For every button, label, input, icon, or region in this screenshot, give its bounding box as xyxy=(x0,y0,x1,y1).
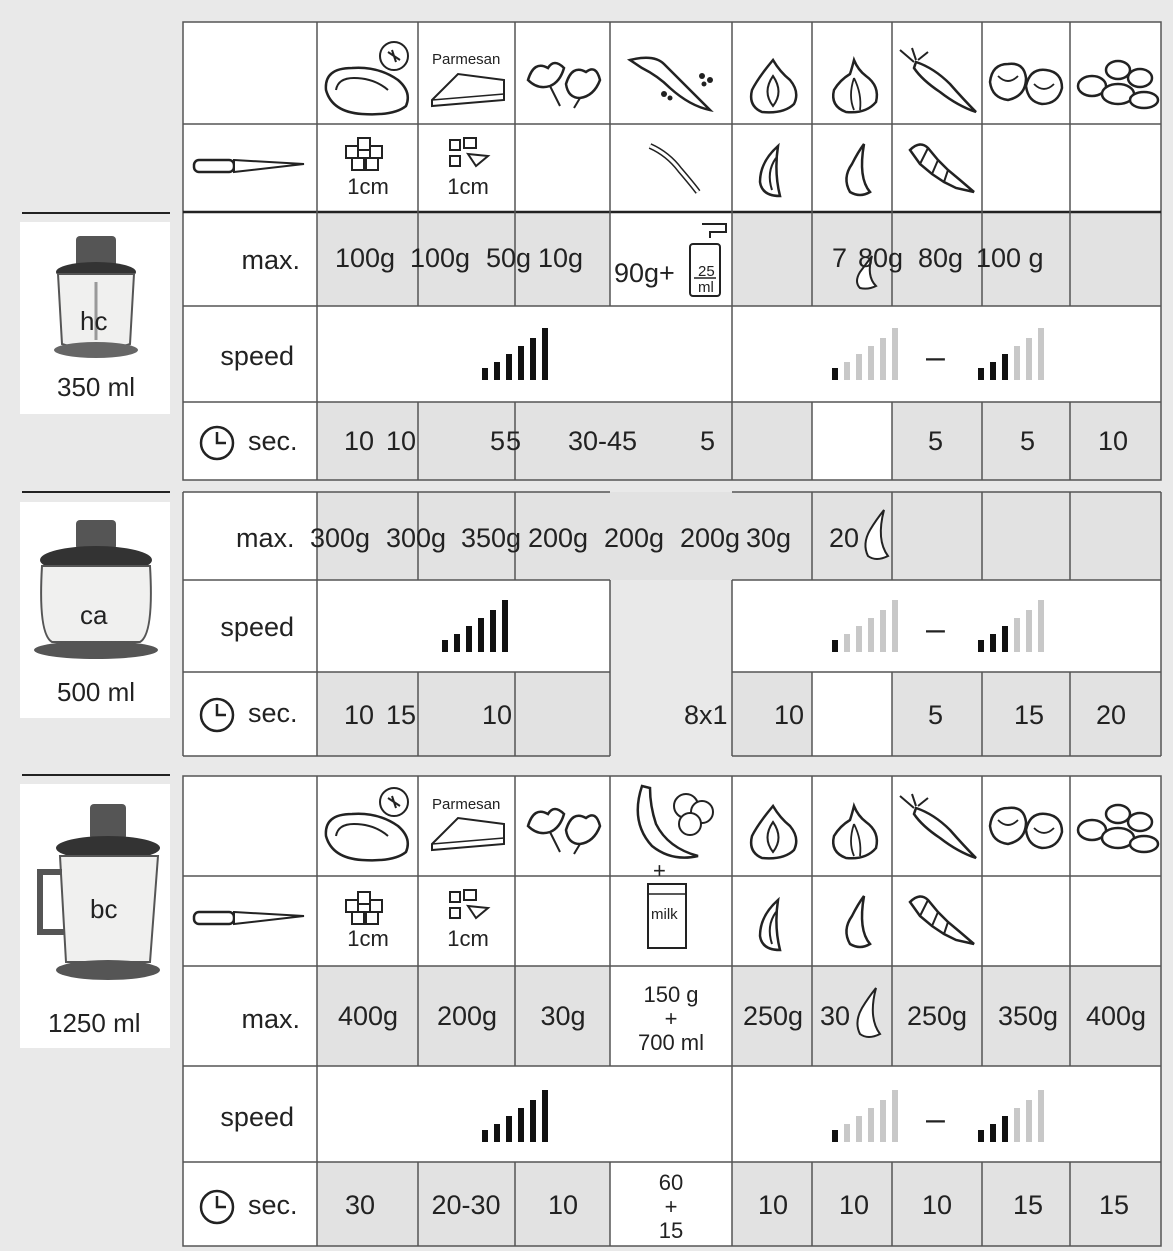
clock-bc-icon xyxy=(198,1188,236,1226)
onion-icon-bc xyxy=(744,802,802,862)
bc-sec-carrot: 10 xyxy=(921,1190,953,1220)
knife-icon xyxy=(192,154,308,178)
ca-max-parmesan: 300g xyxy=(386,523,447,553)
water-unit: ml xyxy=(698,279,714,296)
meat-size: 1cm xyxy=(347,174,389,199)
speed-low-icon xyxy=(830,326,902,382)
bc-sec-almonds: 15 xyxy=(1098,1190,1130,1220)
hc-badge: hc xyxy=(80,306,108,336)
parmesan-label: Parmesan xyxy=(432,51,501,68)
parmesan-icon xyxy=(428,70,510,110)
hc-sec-chili: 30-45 xyxy=(568,426,638,456)
meat-size-bc: 1cm xyxy=(347,926,389,951)
bc-max-milk: 700 ml xyxy=(637,1030,705,1055)
milk-label: milk xyxy=(651,906,678,923)
bc-max-onion: 250g xyxy=(742,1001,804,1031)
bc-volume: 1250 ml xyxy=(48,1008,141,1038)
hc-speed-label: speed xyxy=(220,341,294,371)
bc-sec-garlic: 10 xyxy=(838,1190,870,1220)
hc-max-parsley: 50g xyxy=(486,243,532,273)
ca-sec-meat: 10 xyxy=(344,700,375,730)
banana-strawberry-icon xyxy=(628,782,718,866)
carrot-sliced-icon xyxy=(904,138,978,198)
bc-sec-parmesan: 20-30 xyxy=(431,1190,501,1220)
speed-dash-ca: – xyxy=(926,610,945,648)
cheese-cubes-icon-bc xyxy=(446,888,494,924)
bc-sec-fruit-b: 15 xyxy=(658,1218,684,1243)
meat-icon xyxy=(322,40,414,118)
clock-ca-icon xyxy=(198,696,236,734)
parsley-icon xyxy=(520,50,606,110)
garlic-clove-ca-icon xyxy=(860,508,890,562)
bc-badge: bc xyxy=(90,894,118,924)
parsley-icon-bc xyxy=(520,796,606,856)
almonds-icon-bc xyxy=(1074,800,1160,856)
carrot-icon xyxy=(894,46,980,116)
bc-max-almonds: 400g xyxy=(1085,1001,1147,1031)
ca-max-onion: 200g xyxy=(604,523,665,553)
onion-wedge-icon xyxy=(754,142,786,200)
walnuts-icon xyxy=(986,56,1068,108)
ca-sec-label: sec. xyxy=(248,698,298,728)
bc-sec-onion: 10 xyxy=(757,1190,789,1220)
speed-mid-ca-icon xyxy=(976,598,1048,654)
hc-sec-label: sec. xyxy=(248,426,298,456)
speed-dash-bc: – xyxy=(926,1100,945,1138)
ca-badge: ca xyxy=(80,600,108,630)
ca-sec-onion: 10 xyxy=(774,700,805,730)
speed-low-ca-icon xyxy=(830,598,902,654)
speed-mid-icon xyxy=(976,326,1048,382)
hc-max-onion: 90g+ xyxy=(614,258,675,288)
parmesan-icon-bc xyxy=(428,814,510,854)
chili-sliced-icon xyxy=(644,140,704,196)
garlic-clove-bc-icon xyxy=(852,986,882,1042)
hc-max-almonds: 100 g xyxy=(976,243,1044,273)
bc-sec-label: sec. xyxy=(248,1190,298,1220)
carrot-icon-bc xyxy=(894,792,980,862)
ca-max-garlic-count: 20 xyxy=(829,523,860,553)
bc-max-garlic-count: 30 xyxy=(820,1001,851,1031)
knife-icon-bc xyxy=(192,906,308,930)
ca-sec-almonds: 20 xyxy=(1096,700,1127,730)
ca-max-garlic: 200g xyxy=(680,523,741,553)
ca-speed-label: speed xyxy=(220,612,294,642)
bc-max-plus: + xyxy=(664,1006,678,1031)
onion-icon xyxy=(744,56,802,116)
garlic-clove-icon xyxy=(838,140,874,200)
banana-plus: + xyxy=(653,858,666,883)
water-amount: 25 xyxy=(698,263,715,280)
speed-max-bc-icon xyxy=(480,1088,552,1144)
ca-max-carrot: 30g xyxy=(746,523,792,553)
bc-speed-label: speed xyxy=(220,1102,294,1132)
carrot-sliced-icon-bc xyxy=(904,890,978,950)
garlic-icon xyxy=(826,56,882,116)
hc-max-chili: 10g xyxy=(538,243,584,273)
bc-sec-fruit-plus: + xyxy=(664,1194,678,1219)
ca-max-label: max. xyxy=(236,523,295,553)
hc-max-walnuts: 80g xyxy=(918,243,964,273)
speed-max-ca-icon xyxy=(440,598,512,654)
hc-sec-almonds: 10 xyxy=(1098,426,1129,456)
ca-sec-walnuts: 15 xyxy=(1014,700,1045,730)
parmesan-label-bc: Parmesan xyxy=(432,796,501,813)
ca-max-parsley: 350g xyxy=(461,523,522,553)
hc-sec-walnuts: 5 xyxy=(1020,426,1036,456)
onion-wedge-icon-bc xyxy=(754,896,786,954)
bc-max-parsley: 30g xyxy=(540,1001,586,1031)
bc-max-label: max. xyxy=(241,1004,300,1034)
chili-icon xyxy=(624,50,724,120)
ca-sec-parmesan: 15 xyxy=(386,700,417,730)
hc-sec-parmesan: 10 xyxy=(386,426,417,456)
ca-sec-parsley: 10 xyxy=(482,700,513,730)
parmesan-size-bc: 1cm xyxy=(447,926,489,951)
speed-max-icon xyxy=(480,326,552,382)
hc-sec-parsley: 5 xyxy=(490,426,506,456)
bc-max-parmesan: 200g xyxy=(436,1001,498,1031)
bc-sec-parsley: 10 xyxy=(547,1190,579,1220)
hc-max-carrot: 80g xyxy=(858,243,904,273)
ca-volume: 500 ml xyxy=(57,677,136,707)
bc-sec-walnuts: 15 xyxy=(1012,1190,1044,1220)
hc-sec-onion: 5 xyxy=(700,426,716,456)
garlic-icon-bc xyxy=(826,802,882,862)
almonds-icon xyxy=(1074,56,1160,112)
bc-max-walnuts: 350g xyxy=(997,1001,1059,1031)
cheese-cubes-icon xyxy=(446,136,494,172)
hc-max-parmesan: 100g xyxy=(410,243,471,273)
ca-sec-garlic: 8x1 xyxy=(684,700,728,730)
ca-max-chili: 200g xyxy=(528,523,589,553)
garlic-clove-icon-bc xyxy=(838,892,874,952)
hc-sec-carrot: 5 xyxy=(928,426,944,456)
bc-sec-fruit-a: 60 xyxy=(658,1170,684,1195)
speed-low-bc-icon xyxy=(830,1088,902,1144)
cubes-icon xyxy=(340,134,390,178)
hc-max-garlic-count: 7 xyxy=(832,243,848,273)
bc-max-meat: 400g xyxy=(337,1001,399,1031)
hc-sec-parsley-b: 5 xyxy=(506,426,522,456)
hc-volume: 350 ml xyxy=(57,372,136,402)
walnuts-icon-bc xyxy=(986,800,1068,852)
speed-mid-bc-icon xyxy=(976,1088,1048,1144)
parmesan-size: 1cm xyxy=(447,174,489,199)
ca-max-meat: 300g xyxy=(310,523,371,553)
hc-max-meat: 100g xyxy=(335,243,396,273)
bc-max-carrot: 250g xyxy=(906,1001,968,1031)
hc-sec-meat: 10 xyxy=(344,426,375,456)
hc-max-label: max. xyxy=(241,245,300,275)
bc-sec-meat: 30 xyxy=(344,1190,376,1220)
clock-icon xyxy=(198,424,236,462)
bc-max-fruit: 150 g xyxy=(643,982,699,1007)
ca-sec-carrot: 5 xyxy=(928,700,944,730)
speed-dash: – xyxy=(926,338,945,376)
meat-icon-bc xyxy=(322,786,414,864)
